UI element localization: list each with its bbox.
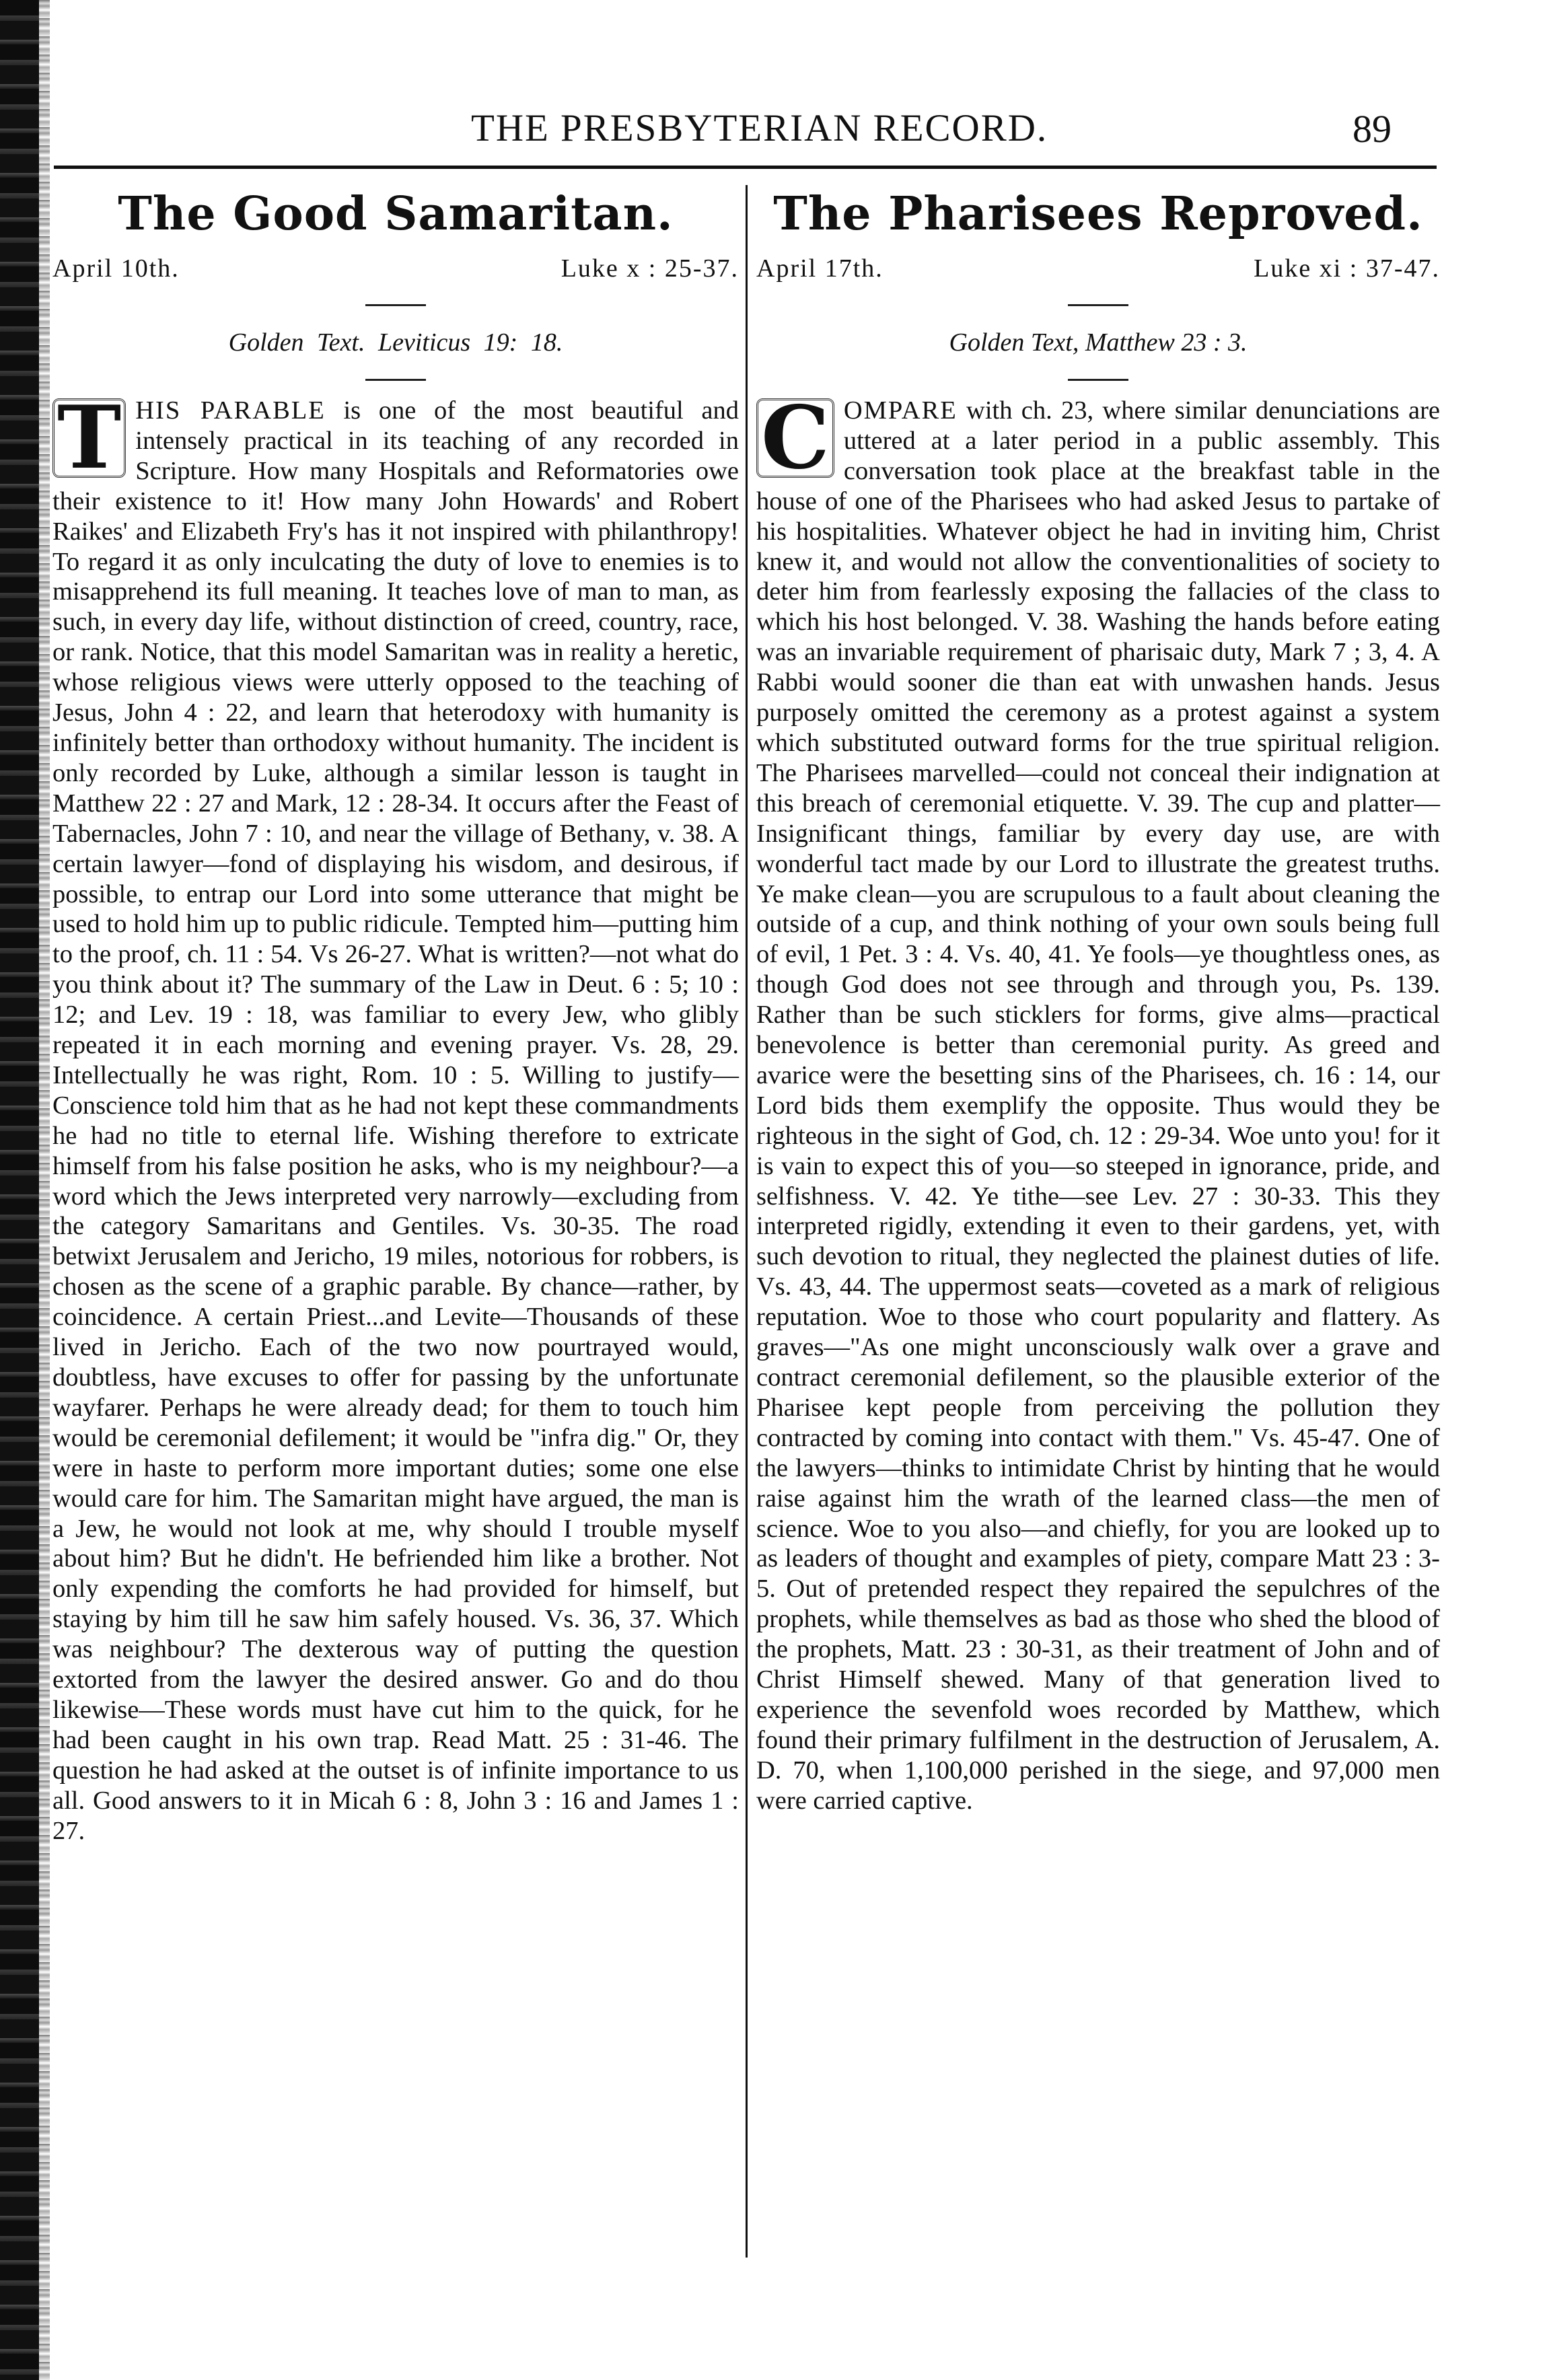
section-rule <box>365 379 426 381</box>
lesson-body <box>52 388 739 1846</box>
lesson-title: The Pharisees Reproved. <box>773 187 1423 241</box>
binding-shadow <box>39 0 50 2380</box>
section-rule <box>365 304 426 306</box>
lesson-scripture: Luke x : 25-37. <box>561 254 739 283</box>
lesson-text: with ch. 23, where similar denunciations are uttered at a later period in a public assembly. This conversation took place at the breakfast table in the house of one of the Pharisees who had asked Jesus to partake of his hospitalities. Whatever object he had in inviting him, Christ knew it, and would not allow the conventionalities of society to deter him from fearlessly exposing the fallacies of the class to which his host belonged. V. 38. Washing the hands before eating was an invariable requirement of pharisaic duty, Mark 7 ; 3, 4. A Rabbi would sooner die than eat with unwashen hands. Jesus purposely omitted the ceremony as a protest against a system which substituted outward forms for the true spiritual religion. The Pharisees marvelled—could not conceal their indignation at this breach of ceremonial etiquette. V. 39. The cup and platter—Insignificant things, familiar by every day use, are with wonderful tact made by our Lord to illustrate the greatest truths. Ye make clean—you are scrupulous to a fault about cleaning the outside of a cup, and think nothing of your own souls being full of evil, 1 Pet. 3 : 4. Vs. 40, 41. Ye fools—ye thoughtless ones, as though God does not see through and through you, Ps. 139. Rather than be such sticklers for forms, give alms—practical benevolence is better than ceremonial purity. As greed and avarice were the besetting sins of the Pharisees, ch. 16 : 14, our Lord bids them exemplify the opposite. Thus would they be righteous in the sight of God, ch. 12 : 29-34. Woe unto you! for it is vain to expect this of you—so steeped in ignorance, pride, and selfishness. V. 42. Ye tithe—see Lev. 27 : 30-33. This they interpreted rigidly, extending it even to their gardens, yet, with such devotion to ritual, they neglected the plainest duties of life. Vs. 43, 44. The uppermost seats—coveted as a mark of religious reputation. Woe to those who court popularity and flattery. As graves—"As one might unconsciously walk over a grave and contract ceremonial defilement, so the plausible exterior of the Pharisee kept people from perceiving the pollution they contracted by coming into contact with them." Vs. 45-47. One of the lawyers—thinks to intimidate Christ by hinting that he would raise against him the wrath of the learned class—the men of science. Woe to you also—and chiefly, for you are looked up to as leaders of thought and examples of piety, compare Matt 23 : 3-5. Out of pretended respect they repaired the sepulchres of the prophets, while themselves as bad as those who shed the blood of the prophets, Matt. 23 : 30-31, as their treatment of John and of Christ Himself shewed. Many of that generation lived to experience the sevenfold woes recorded by Matthew, which found their primary fulfilment in the destruction of Jerusalem, A. D. 70, when 1,100,000 perished in the siege, and 97,000 men were carried captive. <box>756 396 1440 1815</box>
lesson-meta <box>756 248 1440 289</box>
lesson-date: April 10th. <box>52 254 180 283</box>
lesson-column-pharisees-reproved <box>756 180 1440 1816</box>
lead-in: OMPARE <box>843 396 958 425</box>
lesson-text: is one of the most beautiful and intensely practical in its teaching of any recorded in Scripture. How many Hospitals and Reformatories owe their existence to it! How many John Howards' and Robert Raikes' and Elizabeth Fry's has it not inspired with philanthropy! To regard it as only inculcating the duty of love to enemies is to misapprehend its full meaning. It teaches love of man to man, as such, in every day life, without distinction of creed, country, race, or rank. Notice, that this model Samaritan was in reality a heretic, whose religious views were utterly opposed to the teaching of Jesus, John 4 : 22, and learn that heterodoxy with humanity is infinitely better than orthodoxy without humanity. The incident is only recorded by Luke, although a similar lesson is taught in Matthew 22 : 27 and Mark, 12 : 28-34. It occurs after the Feast of Tabernacles, John 7 : 10, and near the village of Bethany, v. 38. A certain lawyer—fond of displaying his wisdom, and desirous, if possible, to entrap our Lord into some utterance that might be used to hold him up to public ridicule. Tempted him—putting him to the proof, ch. 11 : 54. Vs 26-27. What is written?—not what do you think about it? The summary of the Law in Deut. 6 : 5; 10 : 12; and Lev. 19 : 18, was familiar to every Jew, who glibly repeated it in each morning and evening prayer. Vs. 28, 29. Intellectually he was right, Rom. 10 : 5. Willing to justify—Conscience told him that as he had not kept these commandments he had no title to eternal life. Wishing therefore to extricate himself from his false position he asks, who is my neighbour?—a word which the Jews interpreted very narrowly—excluding from the category Samaritans and Gentiles. Vs. 30-35. The road betwixt Jerusalem and Jericho, 19 miles, notorious for robbers, is chosen as the scene of a graphic parable. By chance—rather, by coincidence. A certain Priest...and Levite—Thousands of these lived in Jericho. Each of the two now pourtrayed would, doubtless, have excuses to offer for passing by the unfortunate wayfarer. Perhaps he were already dead; for them to touch him would be ceremonial defilement; it would be "infra dig." Or, they were in haste to perform more important duties; some one else would care for him. The Samaritan might have argued, the man is a Jew, he would not look at me, why should I trouble myself about him? But he didn't. He befriended him like a brother. Not only expending the comforts he had provided for himself, but staying by him till he saw him safely housed. Vs. 36, 37. Which was neighbour? The dexterous way of putting the question extorted from the lawyer the desired answer. Go and do thou likewise—These words must have cut him to the quick, for he had been caught in his own trap. Read Matt. 25 : 31-46. The question he had asked at the outset is of infinite importance to us all. Good answers to it in Micah 6 : 8, John 3 : 16 and James 1 : 27. <box>52 396 739 1845</box>
lead-in: HIS PARABLE <box>135 396 326 425</box>
column-divider <box>746 185 748 2258</box>
lesson-title: The Good Samaritan. <box>118 187 674 241</box>
page-number: 89 <box>1352 107 1392 151</box>
golden-text: Golden Text, Matthew 23 : 3. <box>949 328 1248 357</box>
drop-cap: T <box>52 398 126 478</box>
lesson-body <box>756 388 1440 1816</box>
running-title: THE PRESBYTERIAN RECORD. <box>471 107 1048 149</box>
lesson-meta <box>52 248 739 289</box>
drop-cap: C <box>756 398 834 478</box>
golden-text: Golden Text. Leviticus 19: 18. <box>228 328 563 357</box>
binding-edge <box>0 0 39 2380</box>
lesson-scripture: Luke xi : 37-47. <box>1254 254 1440 283</box>
section-rule <box>1068 379 1128 381</box>
header-rule <box>54 166 1437 169</box>
lesson-date: April 17th. <box>756 254 883 283</box>
section-rule <box>1068 304 1128 306</box>
lesson-column-good-samaritan <box>52 180 739 1846</box>
